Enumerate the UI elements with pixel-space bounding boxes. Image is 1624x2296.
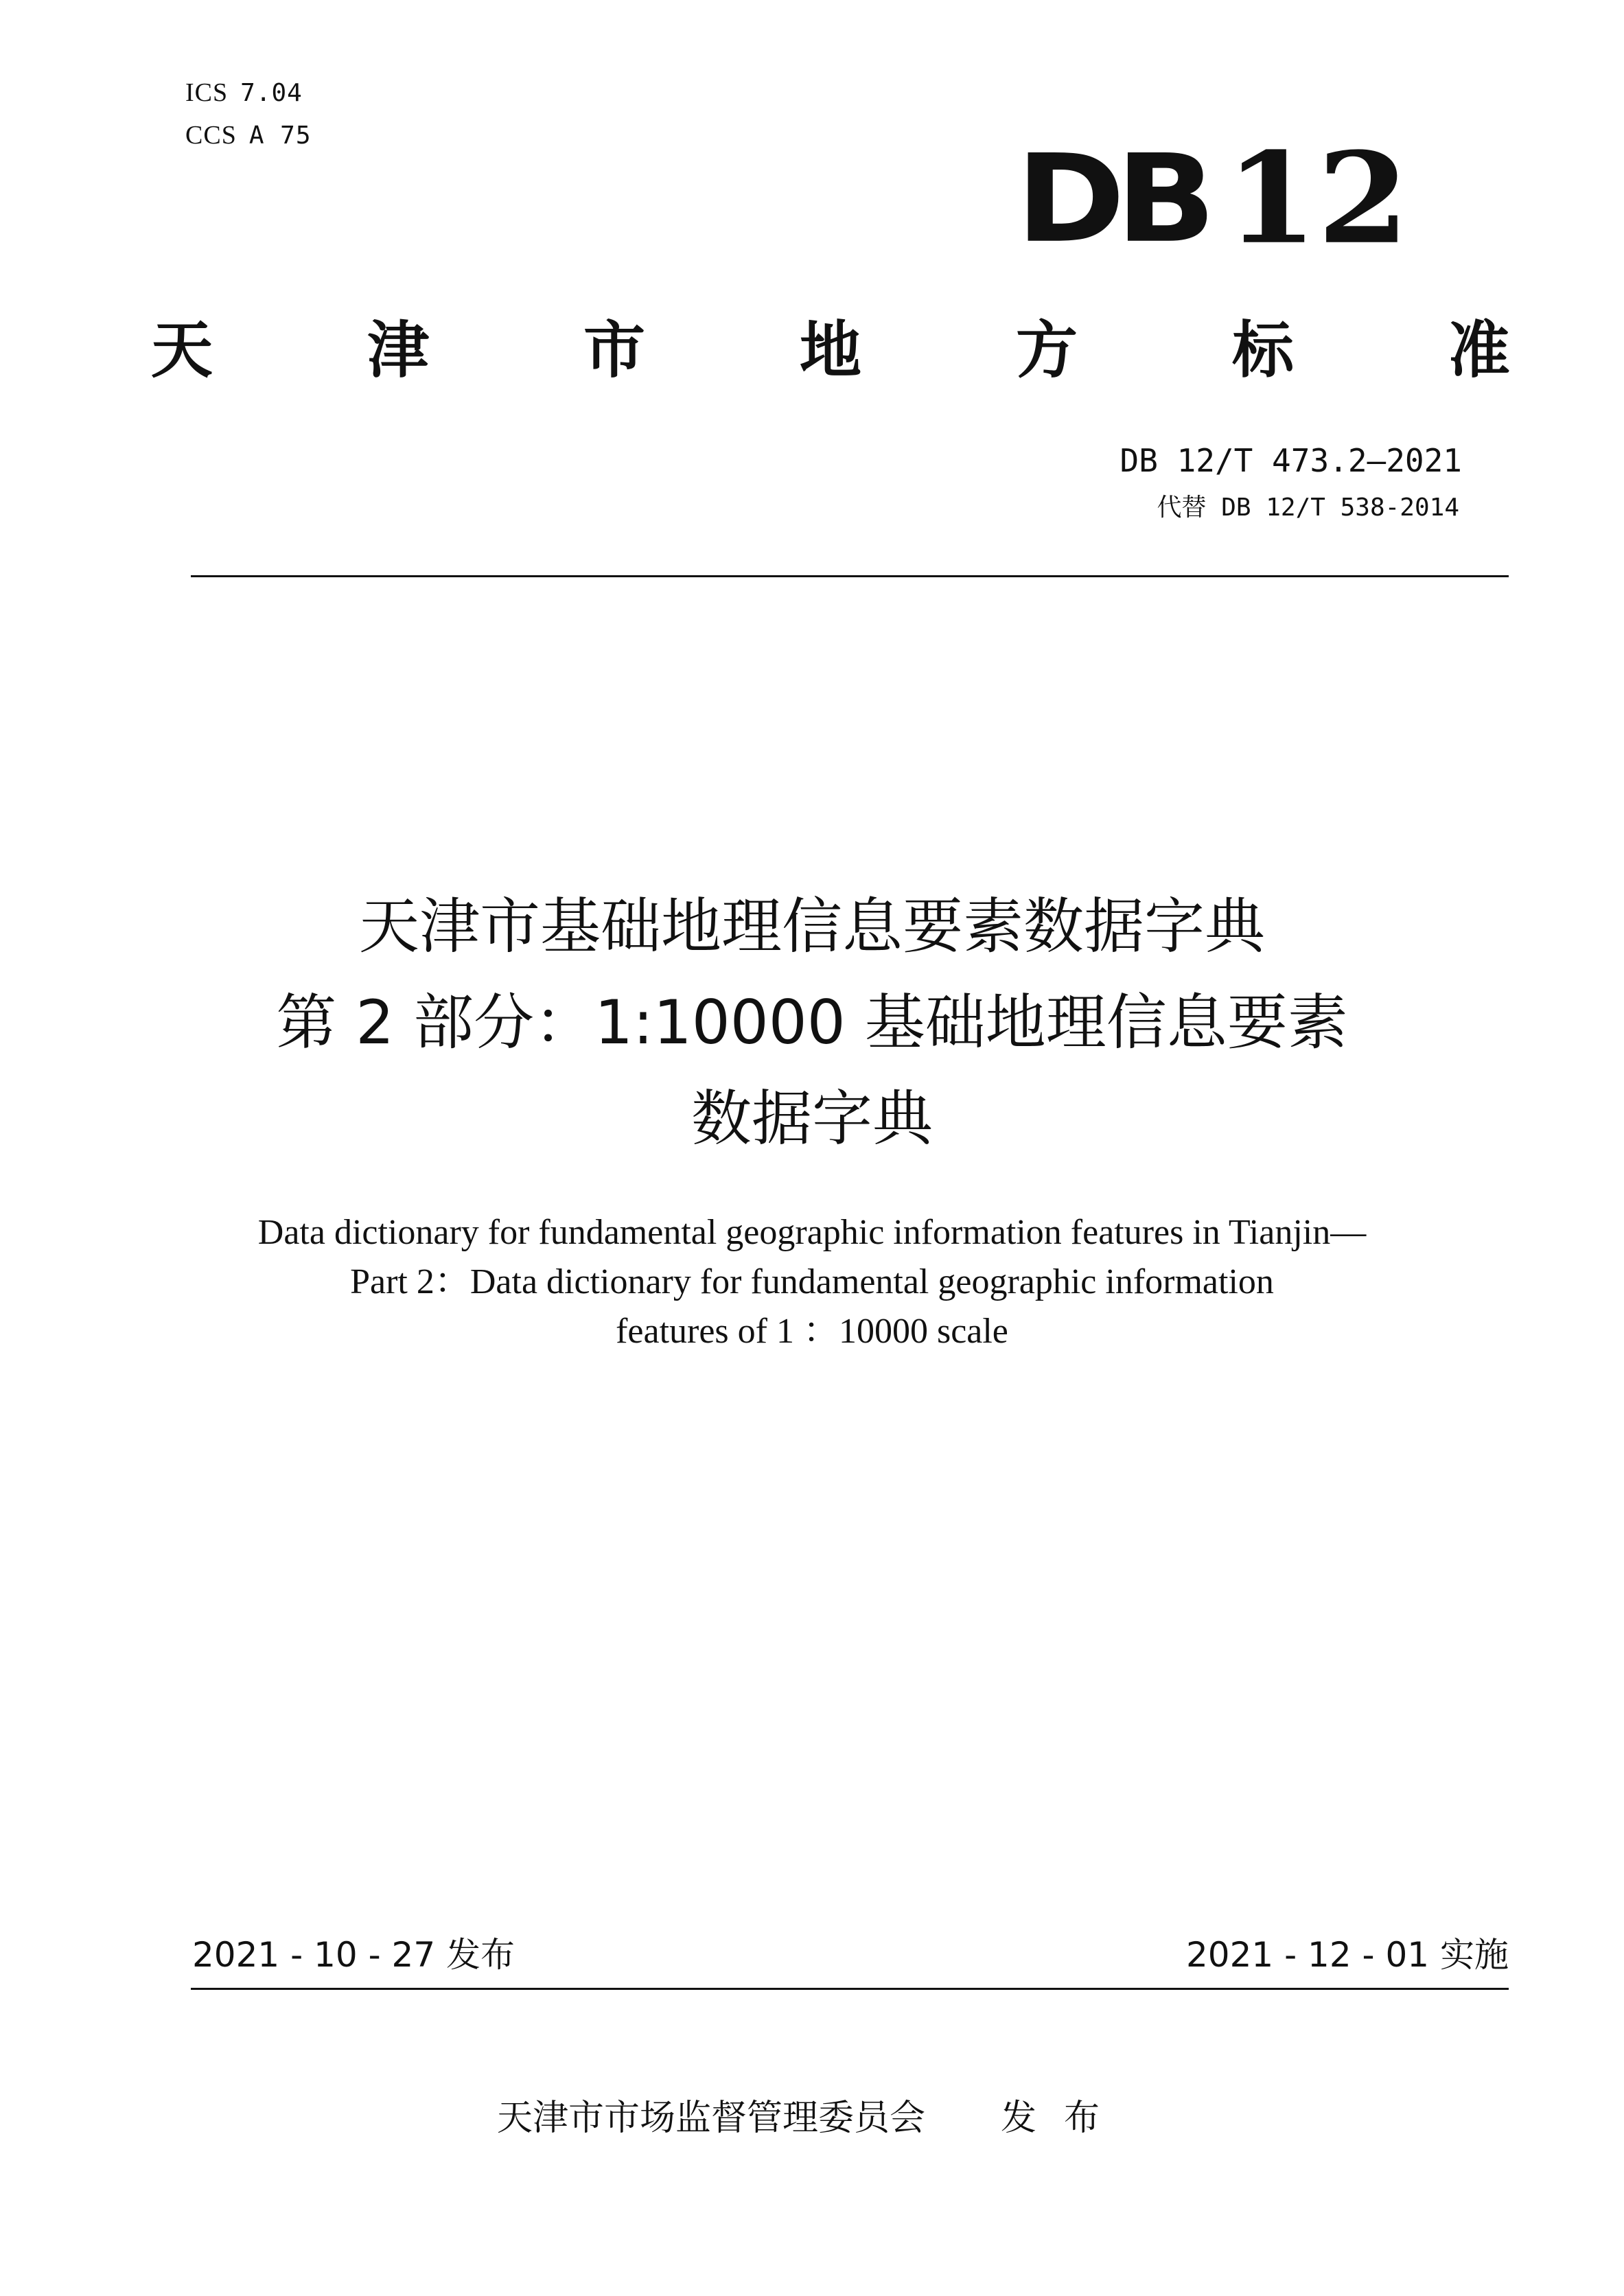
standard-mark-number: 12 [1225,125,1409,272]
standard-type-char: 地 [800,314,861,386]
ics-code: 7.04 [240,79,303,107]
standard-type-char: 天 [151,314,213,386]
standard-type-char: 市 [583,314,645,386]
ccs-label: CCS [185,121,237,150]
standard-type-char: 方 [1016,314,1078,386]
standard-mark-logo [1016,125,1409,272]
ics-label: ICS [185,78,229,107]
ics-classification [185,80,303,106]
chinese-title-line: 数据字典 [691,1083,933,1154]
standard-type-char: 准 [1448,314,1510,386]
standard-type-char: 津 [367,314,429,386]
top-divider [191,575,1509,577]
chinese-title-line: 天津市基础地理信息要素数据字典 [358,891,1265,962]
standard-mark-letters: DB [1016,128,1207,270]
standard-type-heading [151,312,1510,388]
english-title-line: Data dictionary for fundamental geographic information features in Tianjin— [257,1213,1367,1252]
chinese-title-line: 第 2 部分：1:10000 基础地理信息要素 [276,987,1348,1058]
chinese-title [0,879,1624,1167]
issue-date: 2021 - 10 - 27 发布 [192,1935,515,1975]
issuing-authority [0,2098,1624,2139]
ccs-code: A 75 [248,121,312,150]
issuer-action: 发布 [1001,2098,1128,2139]
effective-date: 2021 - 12 - 01 实施 [1185,1935,1509,1975]
standard-number: DB 12/T 473.2—2021 [1120,442,1462,479]
english-title-line: Part 2：Data dictionary for fundamental geographic information [350,1262,1274,1301]
bottom-divider [191,1988,1509,1990]
english-title-line: features of 1 ：10000 scale [616,1312,1008,1351]
replaces-standard: 代替 DB 12/T 538-2014 [1157,494,1459,522]
standard-type-char: 标 [1232,314,1294,386]
ccs-classification [185,122,312,148]
issuer-name: 天津市市场监督管理委员会 [496,2098,925,2139]
english-title [0,1208,1624,1356]
